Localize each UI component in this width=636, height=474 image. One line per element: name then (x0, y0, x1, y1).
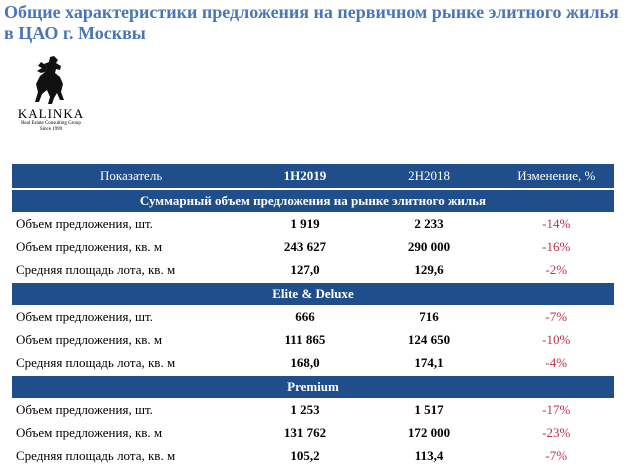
value-change: -23% (542, 424, 571, 440)
table-row (12, 212, 614, 235)
value-1h2019: 105,2 (290, 447, 320, 463)
section-title: Premium (12, 375, 614, 398)
value-1h2019: 127,0 (290, 261, 320, 277)
row-label: Средняя площадь лота, кв. м (16, 354, 176, 370)
header-2h2018: 2H2018 (360, 164, 499, 189)
table-row (12, 258, 614, 282)
value-1h2019: 131 762 (283, 424, 327, 440)
value-change: -4% (545, 354, 568, 370)
value-1h2019: 168,0 (290, 354, 320, 370)
value-1h2019: 666 (295, 308, 315, 324)
logo-since: Since 1999 (39, 127, 63, 132)
logo-brand: KALINKA (17, 106, 85, 121)
header-change: Изменение, % (499, 164, 614, 189)
row-label: Объем предложения, шт. (16, 308, 153, 324)
value-change: -10% (542, 331, 571, 347)
page-title: Общие характеристики предложения на первичном рынке элитного жилья в ЦАО г. Москвы (4, 2, 619, 43)
value-1h2019: 243 627 (283, 238, 327, 254)
value-2h2018: 172 000 (407, 424, 451, 440)
value-2h2018: 174,1 (414, 354, 444, 370)
value-2h2018: 716 (419, 308, 439, 324)
value-change: -2% (545, 261, 568, 277)
value-2h2018: 290 000 (407, 238, 451, 254)
table-row (12, 398, 614, 421)
value-change: -7% (545, 447, 568, 463)
section-title: Elite & Deluxe (12, 282, 614, 305)
table-row (12, 444, 614, 467)
table-row (12, 421, 614, 444)
supply-table (12, 164, 614, 467)
value-2h2018: 124 650 (407, 331, 451, 347)
value-change: -16% (542, 238, 571, 254)
value-change: -17% (542, 401, 571, 417)
row-label: Объем предложения, кв. м (16, 238, 163, 254)
section-row-total (12, 189, 614, 212)
row-label: Объем предложения, кв. м (16, 424, 163, 440)
horse-logo-icon (30, 54, 72, 106)
section-title: Суммарный объем предложения на рынке элитного жилья (12, 189, 614, 212)
row-label: Средняя площадь лота, кв. м (16, 261, 176, 277)
value-2h2018: 113,4 (414, 447, 444, 463)
value-change: -14% (542, 215, 571, 231)
row-label: Объем предложения, шт. (16, 215, 153, 231)
row-label: Объем предложения, кв. м (16, 331, 163, 347)
table-row (12, 351, 614, 375)
row-label: Средняя площадь лота, кв. м (16, 447, 176, 463)
table-header-row (12, 164, 614, 189)
value-change: -7% (545, 308, 568, 324)
header-1h2019: 1H2019 (250, 164, 359, 189)
table-row (12, 328, 614, 351)
row-label: Объем предложения, шт. (16, 401, 153, 417)
section-row-elite (12, 282, 614, 305)
table-row (12, 235, 614, 258)
value-1h2019: 1 253 (290, 401, 320, 417)
value-1h2019: 111 865 (284, 331, 326, 347)
value-2h2018: 1 517 (414, 401, 444, 417)
section-row-premium (12, 375, 614, 398)
kalinka-logo (8, 54, 94, 138)
value-2h2018: 129,6 (414, 261, 444, 277)
value-1h2019: 1 919 (290, 215, 320, 231)
table-row (12, 305, 614, 328)
header-indicator: Показатель (12, 164, 250, 189)
value-2h2018: 2 233 (414, 215, 444, 231)
logo-subtitle: Real Estate Consulting Group (21, 121, 81, 126)
